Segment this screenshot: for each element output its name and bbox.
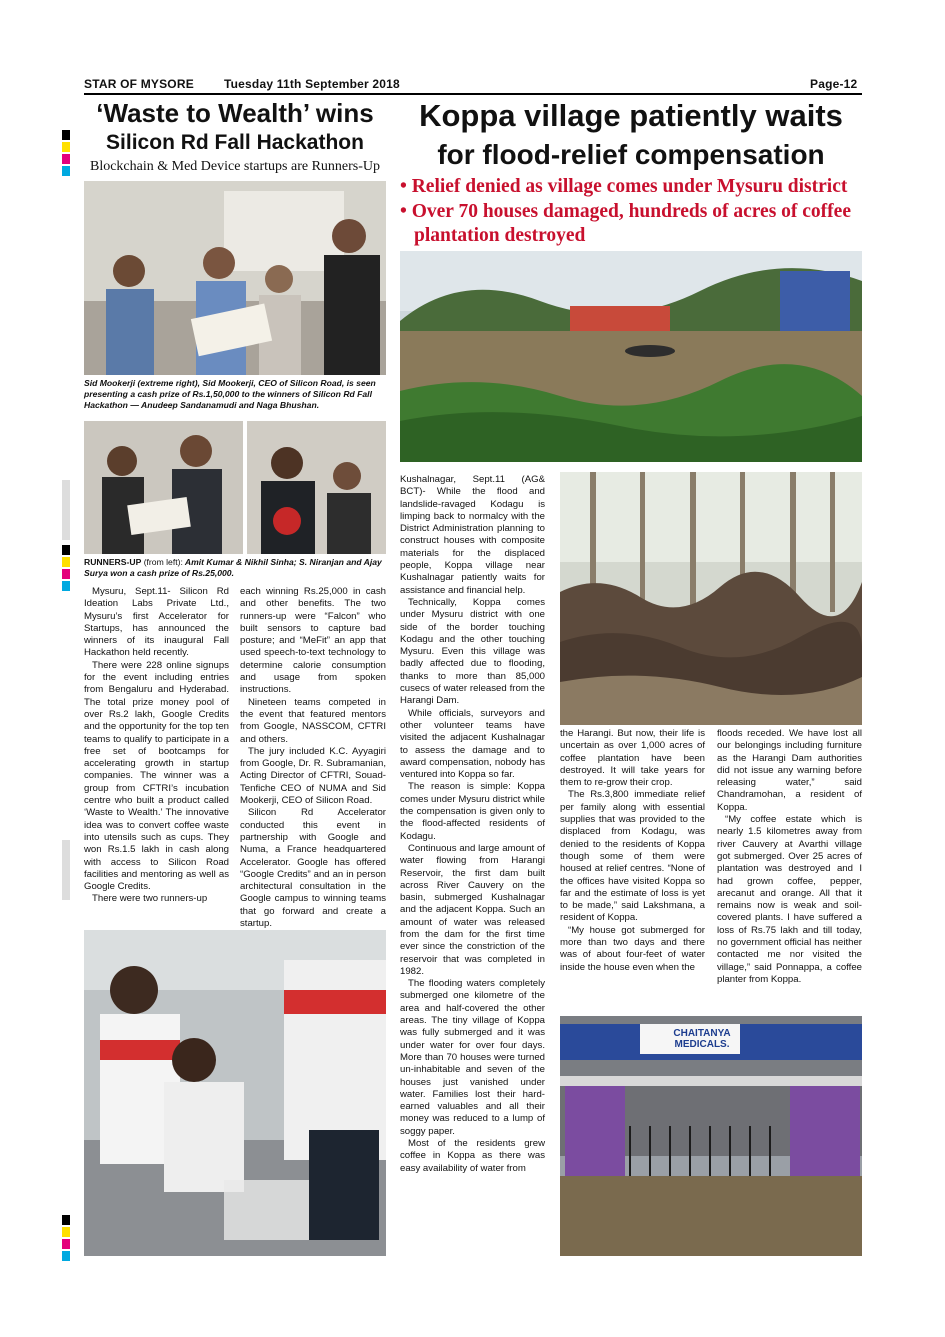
right-headline-1: Koppa village patiently waits — [419, 98, 843, 133]
right-column-2 — [560, 728, 705, 974]
left-col2-para: Nineteen teams competed in the event that featured mentors from Google, NASSCOM, CFTRI and others. — [240, 696, 386, 745]
right-col2-para: The Rs.3,800 immediate relief per family along with essential supplies that was provided to the displaced from Kodagu, was denied to the residents of Koppa though some of them were housed at relief centres. “None of the offices have visited Koppa so far and the estimate of loss is yet to be made,” said Lakshmana, a resident of Koppa. — [560, 789, 705, 924]
photo-workshop — [84, 930, 386, 1256]
right-col1-para: Kushalnagar, Sept.11 (AG& BCT)- While the flood and landslide-ravaged Kodagu is limping back to normalcy with the District Administration planning to construct houses with composite materials for the displaced people, Koppa village near Kushalnagar patiently waits for assistance and financial help. — [400, 474, 545, 596]
masthead-page: Page-12 — [810, 77, 858, 91]
left-headline-2: Silicon Rd Fall Hackathon — [106, 131, 364, 154]
photo2-caption — [84, 557, 386, 579]
photo-coffee-plantation — [560, 472, 862, 725]
right-col1-para: The flooding waters completely submerged one kilometre of the area and half-covered the other areas. The tiny village of Koppa was fully submerged and it was under water for over four days. More than 70 houses were turned un-inhabitable and seven of the houses just vanished under water. Families lost their hard-earned valuables and all their money was reduced to a lump of soggy paper. — [400, 978, 545, 1137]
left-col1-para: There were 228 online signups for the event including entries from Bengaluru and Hyderabad. The total prize money pool of over Rs.2 lakh, Google Credits and the opportunity for the top ten teams to qualify to participate in a free set of bootcamps for accelerating growth in startup companies. The winner was a group from CFTRI’s incubation centre who built a product called ‘Waste to Wealth.’ The innovative idea was to convert coffee waste into utensils such as cups. They won Rs.1.5 lakh in cash along with access to Silicon Road facilities and mentoring as well as Google Credits. — [84, 659, 229, 893]
right-col2-para: the Harangi. But now, their life is uncertain as over 1,000 acres of coffee plantation have been destroyed. It will take years for them to re-grow their crop. — [560, 728, 705, 789]
left-col1-para: There were two runners-up — [92, 893, 208, 905]
photo1-caption: Sid Mookerji (extreme right), Sid Mookerji, CEO of Silicon Road, is seen presenting a cash prize of Rs.1,50,000 to the winners of Silicon Rd Fall Hackathon — Anudeep Sandanamudi and Naga Bhushan. — [84, 378, 376, 410]
photo2-caption-rest: Amit Kumar & Nikhil Sinha; S. Niranjan and Ajay Surya won a cash prize of Rs.25,000. — [84, 557, 382, 578]
left-col2-para: The jury included K.C. Ayyagiri from Google, Dr. R. Subramanian, Acting Director of CFTRI, Souad-Tenfiche CEO of NUMA and Sid Mookerji, CEO of Silicon Road. — [240, 745, 386, 807]
left-column-1 — [84, 586, 229, 906]
photo-flooded-village — [400, 251, 862, 462]
photo-runners-up-2 — [247, 421, 386, 554]
right-col1-para: Technically, Koppa comes under Mysuru district with one side of the border touching Kodagu and the other touching Mysuru. Even this village was badly affected due to flooding, thanks to more than 85,000 cusecs of water released from the Harangi Dam. — [400, 596, 545, 707]
shop-sign: CHAITANYA MEDICALS. — [673, 1028, 731, 1050]
right-bullet-2-text: Over 70 houses damaged, hundreds of acres of coffee — [411, 201, 851, 222]
right-col1-para: The reason is simple: Koppa comes under Mysuru district while the compensation is given only to the flood-affected residents of Kodagu. — [400, 781, 545, 842]
left-headline-1: ‘Waste to Wealth’ wins — [96, 98, 374, 128]
masthead-paper: STAR OF MYSORE — [84, 77, 194, 91]
right-col3-para: floods receded. We have lost all our belongings including furniture as the Harangi Dam authorities did not issue any warning before releasing water,” said Chandramohan, a resident of Koppa. — [717, 728, 862, 813]
photo-prize-presentation — [84, 181, 386, 375]
photo-flooded-shop — [560, 1016, 862, 1256]
left-col2-para: Silicon Rd Accelerator conducted this event in partnership with Google and Numa, a France headquartered Accelerator. Google has offered “Google Credits” and an in person architectural consultation in the Google campus to winning teams that go forward and create a startup. — [240, 807, 386, 930]
right-bullet-1-text: Relief denied as village comes under Mysuru district — [411, 176, 848, 197]
right-col1-para: Most of the residents grew coffee in Koppa as there was easy availability of water from — [400, 1138, 545, 1174]
photo-runners-up-1 — [84, 421, 243, 554]
photo2-caption-from: (from left): — [143, 557, 183, 567]
masthead-date: Tuesday 11th September 2018 — [224, 77, 400, 91]
photo2-caption-label: RUNNERS-UP — [84, 557, 142, 567]
right-col1-para: Continuous and large amount of water flowing from Harangi Reservoir, the first dam built across River Cauvery on the basin, submerged Kushalnagar and the adjacent Koppa. Such an amount of water was released from the dam for the first time ever since the constriction of the reservoir that was completed in 1982. — [400, 842, 545, 977]
masthead-rule — [84, 93, 862, 95]
right-column-3 — [717, 728, 862, 986]
left-col2-para: each winning Rs.25,000 in cash and other benefits. The two runners-up were “Falcon” who built sensors to capture bad posture; and “MeFit” an app that used speech-to-text technology to determine calorie consumption and usage from spoken instructions. — [240, 586, 386, 696]
right-bullet-2: • Over 70 houses damaged, hundreds of acres of coffee — [400, 201, 851, 222]
right-bullet-2-cont: plantation destroyed — [414, 225, 586, 246]
right-column-1 — [400, 474, 545, 1175]
right-col2-para: “My house got submerged for more than two days and there was of about four-feet of water inside the house even when the — [560, 924, 705, 973]
right-headline-2: for flood-relief compensation — [437, 139, 825, 170]
right-col1-para: While officials, surveyors and other volunteer teams have visited the adjacent Kushalnagar to assess the damage and to award compensation, nobody has ventured into Koppa so far. — [400, 707, 545, 781]
right-bullet-1: • Relief denied as village comes under Mysuru district — [400, 176, 848, 197]
left-subhead: Blockchain & Med Device startups are Runners-Up — [89, 159, 381, 174]
right-col3-para: “My coffee estate which is nearly 1.5 kilometres away from river Cauvery at Avarthi village got submerged. Over 25 acres of plantation was destroyed and I had grown coffee, pepper, arecanut and orange. All that it remains now is weak and soil-covered plants. I have suffered a loss of Rs.75 lakh and till today, no government official has neither contacted me nor visited the village,” said Ponnappa, a coffee planter from Koppa. — [717, 814, 862, 985]
left-col1-para: Mysuru, Sept.11- Silicon Rd Ideation Labs Private Ltd., Mysuru’s first Accelerator for Startups, has announced the winners of its inaugural Fall Hackathon held recently. — [84, 586, 229, 659]
left-column-2 — [240, 586, 386, 930]
